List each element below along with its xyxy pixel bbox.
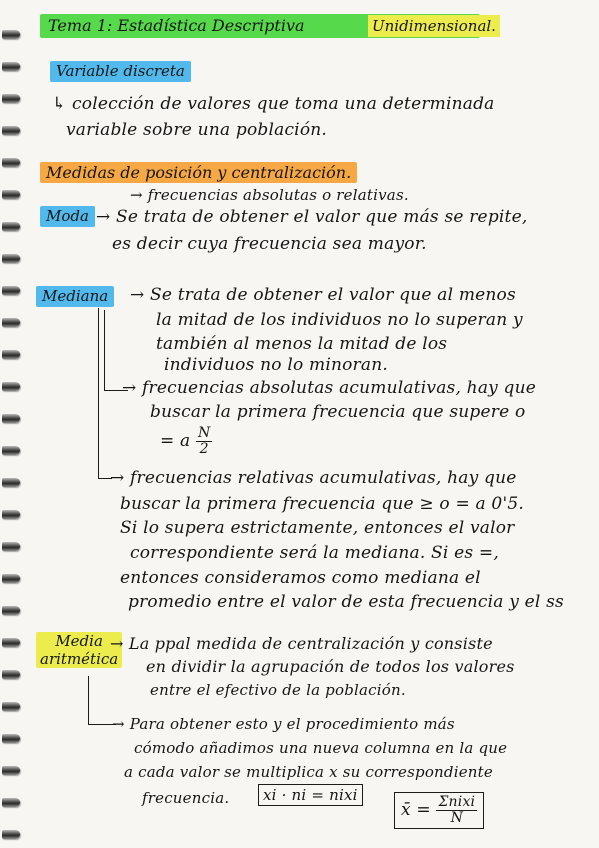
variable-line: variable sobre una población. bbox=[66, 120, 328, 140]
media-line: → La ppal medida de centralización y consiste bbox=[110, 634, 493, 653]
mean-formula bbox=[394, 792, 484, 829]
spiral-ring bbox=[2, 798, 20, 807]
mediana-line: → Se trata de obtener el valor que al menos bbox=[130, 285, 516, 305]
mediana-rel-line: correspondiente será la mediana. Si es =, bbox=[130, 543, 499, 563]
spiral-ring bbox=[2, 126, 20, 135]
mediana-formula bbox=[160, 426, 212, 457]
moda-line: → Se trata de obtener el valor que más se repite, bbox=[96, 207, 528, 227]
media-last-word: frecuencia. bbox=[142, 789, 230, 807]
spiral-ring bbox=[2, 222, 20, 231]
spiral-ring bbox=[2, 190, 20, 199]
fraction-denominator: 2 bbox=[199, 441, 209, 457]
spiral-ring bbox=[2, 542, 20, 551]
mediana-abs-line: buscar la primera frecuencia que supere o bbox=[150, 402, 526, 422]
spiral-ring bbox=[2, 414, 20, 423]
spiral-ring bbox=[2, 94, 20, 103]
mediana-line: también al menos la mitad de los bbox=[156, 334, 448, 354]
mediana-rel-line: → frecuencias relativas acumulativas, hay que bbox=[110, 468, 517, 488]
spiral-ring bbox=[2, 478, 20, 487]
moda-line: es decir cuya frecuencia sea mayor. bbox=[112, 234, 427, 254]
spiral-ring bbox=[2, 574, 20, 583]
spiral-binding bbox=[0, 0, 24, 848]
media-tag-line: Media bbox=[55, 632, 103, 650]
spiral-ring bbox=[2, 318, 20, 327]
variable-heading: Variable discreta bbox=[50, 61, 191, 82]
spiral-ring bbox=[2, 670, 20, 679]
fraction bbox=[196, 426, 212, 457]
media-proc-line: → Para obtener esto y el procedimiento más bbox=[112, 715, 455, 733]
spiral-ring bbox=[2, 446, 20, 455]
bracket-line bbox=[88, 676, 89, 724]
mean-numerator: Σnixi bbox=[438, 794, 476, 810]
mediana-rel-line: promedio entre el valor de esta frecuencia y el ss bbox=[128, 592, 564, 612]
title-main: Tema 1: Estadística Descriptiva bbox=[48, 16, 305, 35]
spiral-ring bbox=[2, 766, 20, 775]
bracket-line bbox=[98, 308, 99, 478]
media-proc-line: cómodo añadimos una nueva columna en la que bbox=[134, 739, 508, 757]
mediana-rel-line: buscar la primera frecuencia que ≥ o = a 0'5. bbox=[120, 494, 524, 514]
mediana-abs-line: → frecuencias absolutas acumulativas, hay que bbox=[122, 378, 537, 398]
spiral-ring bbox=[2, 606, 20, 615]
mediana-rel-line: entonces consideramos como mediana el bbox=[120, 568, 481, 588]
moda-note: → frecuencias absolutas o relativas. bbox=[130, 186, 409, 204]
spiral-ring bbox=[2, 286, 20, 295]
title-sub: Unidimensional. bbox=[368, 15, 500, 37]
mediana-line: individuos no lo minoran. bbox=[164, 355, 388, 375]
medidas-heading: Medidas de posición y centralización. bbox=[40, 162, 357, 183]
variable-line: ↳ colección de valores que toma una determinada bbox=[52, 94, 495, 114]
media-line: en dividir la agrupación de todos los valores bbox=[146, 657, 515, 676]
spiral-ring bbox=[2, 638, 20, 647]
moda-tag: Moda bbox=[40, 206, 95, 227]
spiral-ring bbox=[2, 734, 20, 743]
formula-prefix: = a bbox=[160, 431, 191, 451]
mediana-rel-line: Si lo supera estrictamente, entonces el valor bbox=[120, 518, 515, 538]
spiral-ring bbox=[2, 382, 20, 391]
media-tag-line: aritmética bbox=[40, 650, 119, 668]
mean-denominator: N bbox=[450, 810, 464, 826]
mean-fraction bbox=[436, 795, 477, 826]
spiral-ring bbox=[2, 30, 20, 39]
bracket-line bbox=[104, 310, 105, 390]
spiral-ring bbox=[2, 254, 20, 263]
fraction-numerator: N bbox=[198, 425, 211, 441]
spiral-ring bbox=[2, 158, 20, 167]
spiral-ring bbox=[2, 350, 20, 359]
spiral-ring bbox=[2, 510, 20, 519]
mean-lhs: x̄ = bbox=[401, 800, 431, 820]
media-proc-line: a cada valor se multiplica x su correspondiente bbox=[124, 763, 493, 781]
media-line: entre el efectivo de la población. bbox=[150, 681, 406, 699]
spiral-ring bbox=[2, 62, 20, 71]
boxed-formula: xi · ni = nixi bbox=[258, 784, 363, 806]
page-title bbox=[40, 14, 496, 38]
spiral-ring bbox=[2, 702, 20, 711]
spiral-ring bbox=[2, 830, 20, 839]
mediana-tag: Mediana bbox=[36, 286, 114, 307]
mediana-line: la mitad de los individuos no lo superan y bbox=[156, 310, 523, 330]
